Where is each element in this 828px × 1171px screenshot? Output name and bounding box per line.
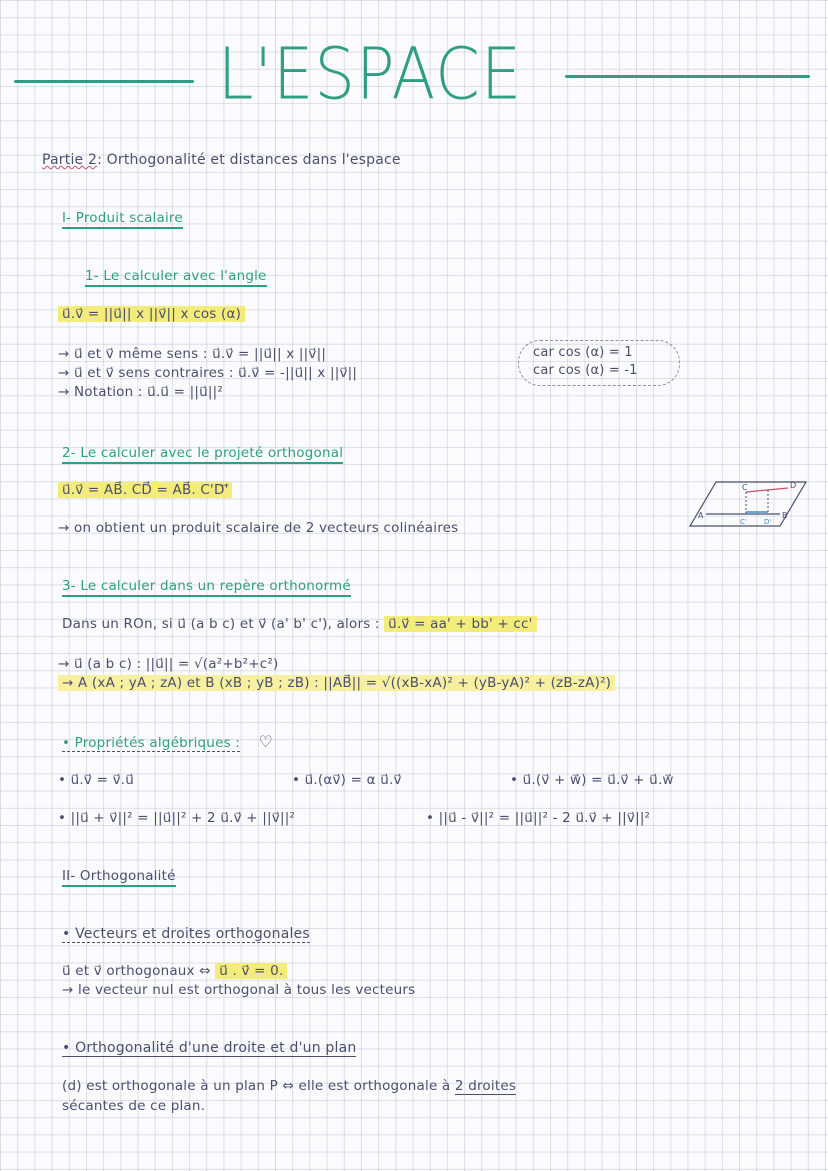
section1-heading: I- Produit scalaire — [62, 210, 183, 229]
sub1-bullet-3: → Notation : u⃗.u⃗ = ||u⃗||² — [58, 384, 223, 400]
sec2-sub2-heading: • Orthogonalité d'une droite et d'un plan — [62, 1040, 357, 1056]
sub3-intro: Dans un ROn, si u⃗ (a b c) et v⃗ (a' b' c'), alors : — [62, 616, 380, 632]
props-heading: • Propriétés algébriques : — [62, 735, 241, 751]
sub2-formula — [58, 482, 232, 498]
figure-label-c-prime: C' — [740, 518, 747, 526]
projection-figure — [688, 478, 808, 530]
title-line-left — [14, 80, 194, 83]
sub1-formula-text: u⃗.v⃗ = ||u⃗|| x ||v⃗|| x cos (α) — [58, 306, 245, 322]
sub3-intro-line — [62, 616, 537, 632]
sub1-bullet-1: → u⃗ et v⃗ même sens : u⃗.v⃗ = ||u⃗|| x ||v⃗|| — [58, 346, 327, 362]
section2-heading: II- Orthogonalité — [62, 868, 176, 887]
sec2-sub2-line1-text: (d) est orthogonale à un plan P ⇔ elle est orthogonale à — [62, 1078, 451, 1094]
sub2-note: → on obtient un produit scalaire de 2 vecteurs colinéaires — [58, 520, 459, 536]
props-heading-line — [62, 732, 273, 751]
prop-5: • ||u⃗ - v⃗||² = ||u⃗||² - 2 u⃗.v⃗ + ||v⃗||² — [426, 810, 651, 826]
title-line-right — [565, 75, 810, 78]
heart-icon: ♡ — [258, 732, 274, 751]
sec2-sub1-line1-hl: u⃗ . v⃗ = 0. — [215, 963, 287, 979]
prop-2: • u⃗.(αv⃗) = α u⃗.v⃗ — [292, 772, 402, 788]
cloud-line-1: car cos (α) = 1 — [533, 345, 633, 360]
sub3-bullet-2-text: → A (xA ; yA ; zA) et B (xB ; yB ; zB) : ||AB⃗|| = √((xB-xA)² + (yB-yA)² + (zB-zA)²) — [58, 675, 615, 691]
sec2-sub1-heading: • Vecteurs et droites orthogonales — [62, 926, 310, 942]
prop-1: • u⃗.v⃗ = v⃗.u⃗ — [58, 772, 135, 788]
page-title: L'ESPACE — [217, 33, 523, 117]
sub3-formula: u⃗.v⃗ = aa' + bb' + cc' — [384, 616, 536, 632]
figure-label-d: D — [790, 481, 797, 490]
figure-label-c: C — [742, 483, 748, 492]
figure-label-b: B — [782, 511, 788, 520]
prop-3: • u⃗.(v⃗ + w⃗) = u⃗.v⃗ + u⃗.w⃗ — [510, 772, 674, 788]
figure-plane — [690, 482, 806, 526]
sub1-bullet-2: → u⃗ et v⃗ sens contraires : u⃗.v⃗ = -||u⃗|| x ||v⃗|| — [58, 365, 358, 381]
sec2-sub1-line2: → le vecteur nul est orthogonal à tous les vecteurs — [62, 982, 416, 998]
sub2-formula-text: u⃗.v⃗ = AB⃗. CD⃗ = AB⃗. C'D'⃗ — [58, 482, 232, 498]
sub3-heading: 3- Le calculer dans un repère orthonormé — [62, 578, 351, 597]
sub2-heading: 2- Le calculer avec le projeté orthogonal — [62, 445, 343, 464]
partie-label: Partie 2 — [42, 152, 98, 168]
sub1-formula — [58, 306, 245, 322]
sec2-sub1-line1 — [62, 963, 287, 979]
figure-label-a: A — [698, 511, 704, 520]
prop-4: • ||u⃗ + v⃗||² = ||u⃗||² + 2 u⃗.v⃗ + ||v⃗||² — [58, 810, 296, 826]
figure-label-d-prime: D' — [764, 518, 772, 526]
figure-line-cd — [746, 488, 788, 492]
sub1-heading: 1- Le calculer avec l'angle — [85, 268, 267, 287]
sec2-sub1-line1-text: u⃗ et v⃗ orthogonaux ⇔ — [62, 963, 211, 979]
sec2-sub2-line1-ul: 2 droites — [454, 1078, 517, 1094]
sub3-bullet-2 — [58, 675, 615, 691]
cloud-line-2: car cos (α) = -1 — [533, 363, 638, 378]
cloud-note — [518, 340, 680, 386]
partie-subtitle: : Orthogonalité et distances dans l'espace — [97, 152, 401, 168]
sec2-sub2-line1 — [62, 1078, 516, 1094]
sub3-bullet-1: → u⃗ (a b c) : ||u⃗|| = √(a²+b²+c²) — [58, 656, 279, 672]
partie-line — [42, 152, 401, 168]
sec2-sub2-line2: sécantes de ce plan. — [62, 1098, 206, 1114]
